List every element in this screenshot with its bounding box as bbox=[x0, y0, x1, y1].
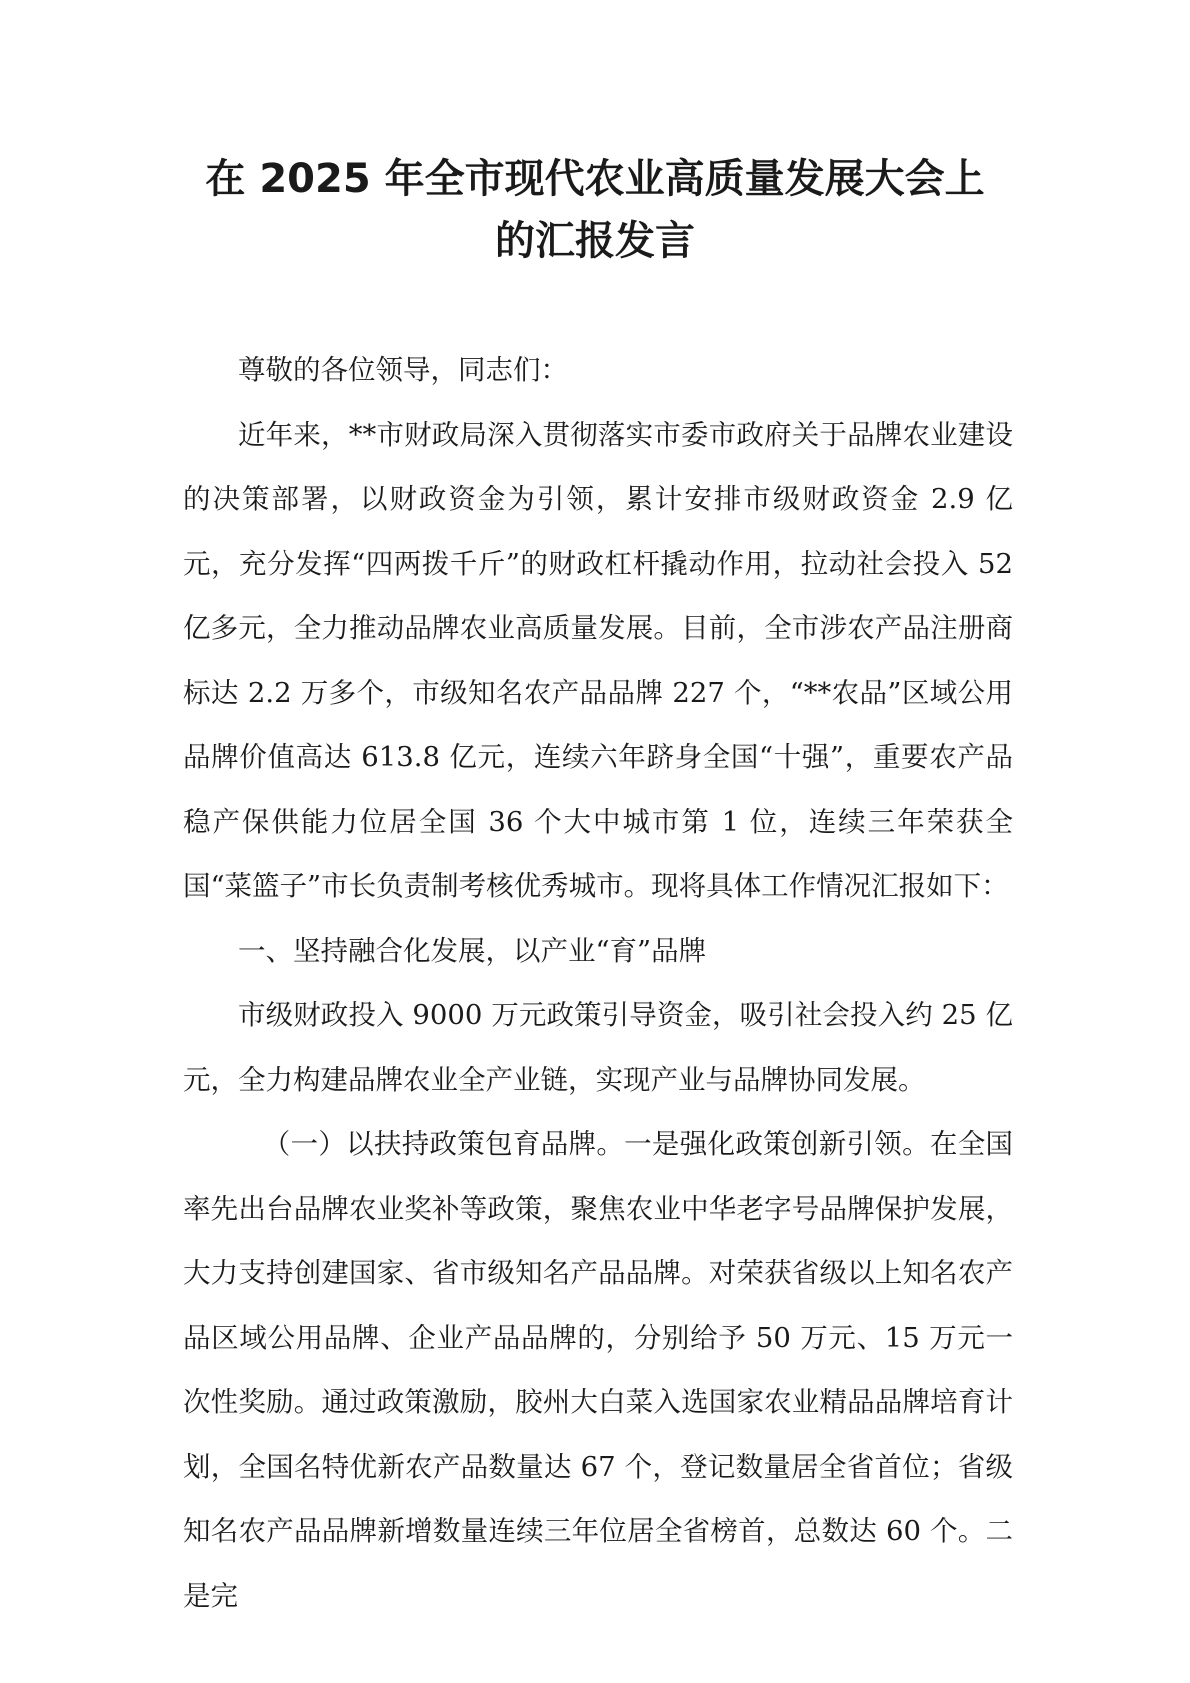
salutation: 尊敬的各位领导，同志们： bbox=[238, 354, 568, 386]
document-body bbox=[183, 338, 1013, 1628]
paragraph-subsection-1: （一）以扶持政策包育品牌。一是强化政策创新引领。在全国率先出台品牌农业奖补等政策，聚焦农业中华老字号品牌保护发展，大力支持创建国家、省市级知名产品品牌。对荣获省级以上知名农产品区域公用品牌、企业产品品牌的，分别给予 50 万元、15 万元一次性奖励。通过政策激励，胶州大白菜入选国家农业精品品牌培育计划，全国名特优新农产品数量达 67 个，登记数量居全省首位；省级知名农产品品牌新增数量连续三年位居全省榜首，总数达 60 个。二是完 bbox=[183, 1128, 1013, 1612]
paragraph-intro: 近年来，**市财政局深入贯彻落实市委市政府关于品牌农业建设的决策部署，以财政资金为引领，累计安排市级财政资金 2.9 亿元，充分发挥“四两拨千斤”的财政杠杆撬动作用，拉动社会投入 52 亿多元，全力推动品牌农业高质量发展。目前，全市涉农产品注册商标达 2.2 万多个，市级知名农产品品牌 227 个，“**农品”区域公用品牌价值高达 613.8 亿元，连续六年跻身全国“十强”，重要农产品稳产保供能力位居全国 36 个大中城市第 1 位，连续三年荣获全国“菜篮子”市长负责制考核优秀城市。现将具体工作情况汇报如下： bbox=[183, 418, 1013, 902]
document-title-line-1: 在 2025 年全市现代农业高质量发展大会上 bbox=[205, 156, 985, 202]
section-heading-1: 一、坚持融合化发展，以产业“育”品牌 bbox=[238, 934, 707, 967]
paragraph-section-1: 市级财政投入 9000 万元政策引导资金，吸引社会投入约 25 亿元，全力构建品牌农业全产业链，实现产业与品牌协同发展。 bbox=[183, 999, 1013, 1096]
document-title-line-2: 的汇报发言 bbox=[495, 218, 695, 264]
